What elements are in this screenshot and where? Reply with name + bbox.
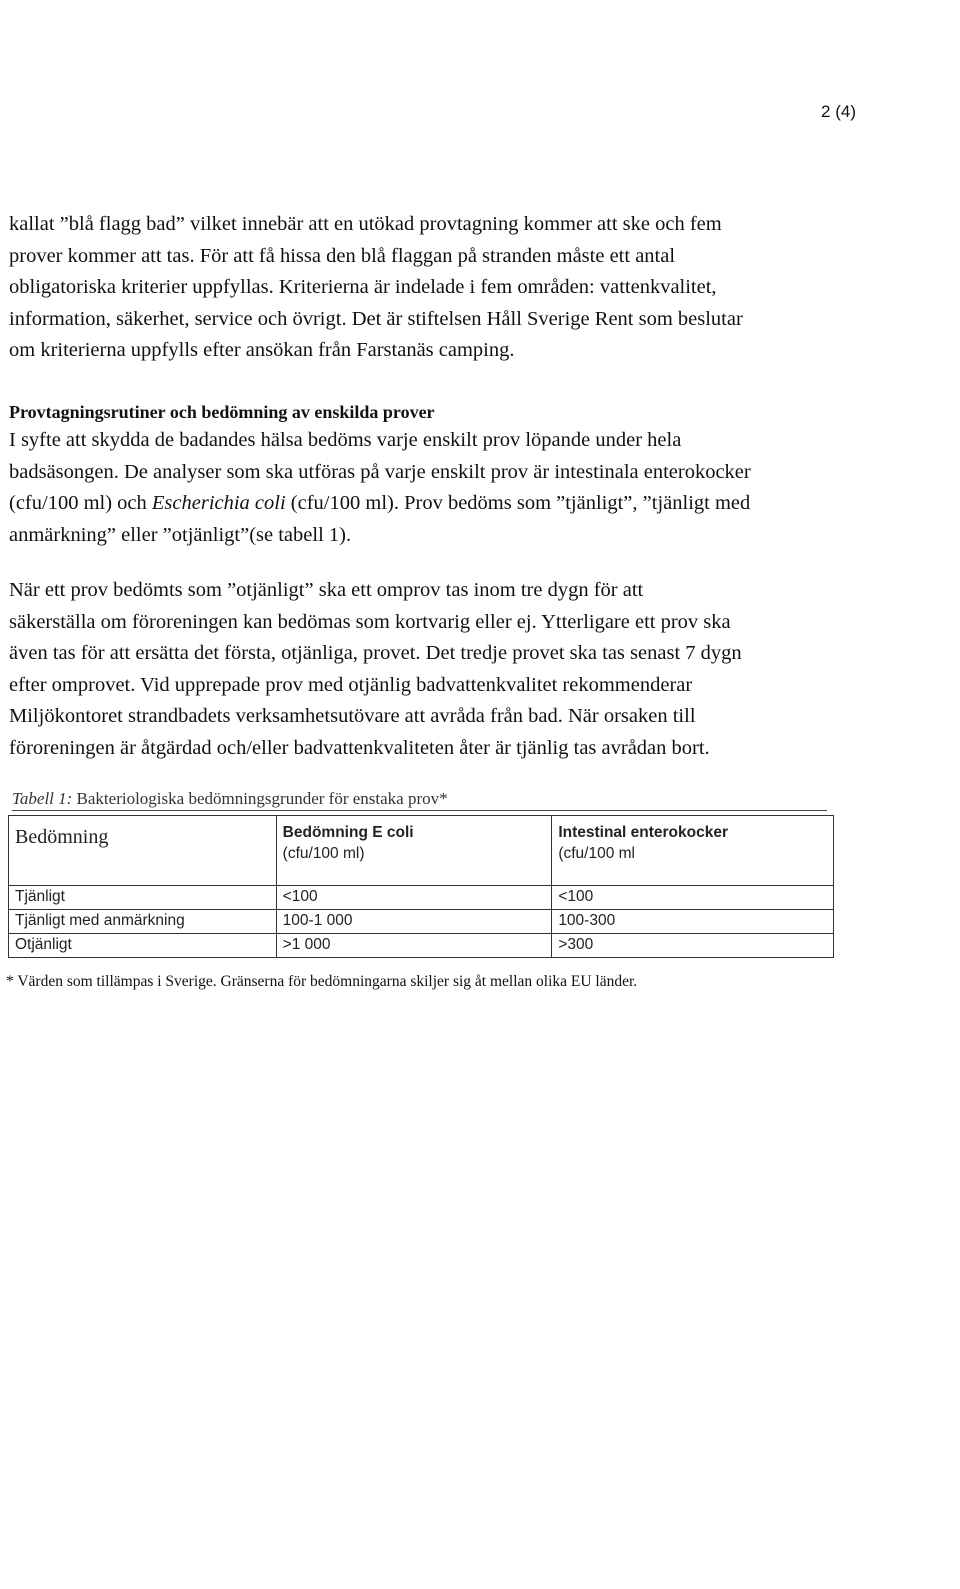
cell-ecoli: <100: [276, 886, 552, 910]
header-enterococci: [552, 816, 834, 886]
text-line: kallat ”blå flagg bad” vilket innebär att en utökad provtagning kommer att ske och fem: [9, 213, 722, 235]
text-line: I syfte att skydda de badandes hälsa bedöms varje enskilt prov löpande under hela: [9, 429, 682, 451]
text-line: information, säkerhet, service och övrigt. Det är stiftelsen Håll Sverige Rent som beslutar: [9, 307, 743, 330]
text-line: anmärkning” eller ”otjänligt”(se tabell 1).: [9, 523, 352, 546]
text-line: Miljökontoret strandbadets verksamhetsutövare att avråda från bad. När orsaken till: [9, 705, 696, 727]
header-ecoli-title: Bedömning E coli: [282, 824, 414, 841]
text-line: om kriterierna uppfylls efter ansökan från Farstanäs camping.: [9, 339, 515, 361]
cell-bedomning: Tjänligt: [9, 886, 277, 910]
table-row: [9, 910, 834, 934]
header-enterococci-unit: (cfu/100 ml: [558, 845, 635, 862]
table-header-row: [9, 816, 834, 886]
text-line: [9, 488, 839, 520]
cell-ecoli: 100-1 000: [276, 910, 552, 934]
cell-bedomning: Tjänligt med anmärkning: [9, 910, 277, 934]
cell-bedomning: Otjänligt: [9, 934, 277, 958]
header-ecoli: [276, 816, 552, 886]
text-fragment: (cfu/100 ml). Prov bedöms som ”tjänligt”, ”tjänligt med: [285, 492, 751, 514]
paragraph-sampling: [9, 425, 839, 551]
paragraph-blue-flag: [9, 209, 839, 367]
cell-entero: 100-300: [552, 910, 834, 934]
page-number: 2 (4): [821, 102, 856, 121]
bacteriological-table: [8, 815, 834, 958]
text-line: prover kommer att tas. För att få hissa den blå flaggan på stranden måste ett antal: [9, 244, 676, 267]
table-caption: [12, 789, 827, 811]
text-line: obligatoriska kriterier uppfyllas. Kriterierna är indelade i fem områden: vattenkvalitet,: [9, 276, 717, 298]
cell-entero: >300: [552, 934, 834, 958]
header-ecoli-unit: (cfu/100 ml): [282, 845, 365, 862]
text-line: säkerställa om föroreningen kan bedömas som kortvarig eller ej. Ytterligare ett prov ska: [9, 610, 731, 633]
text-line: När ett prov bedömts som ”otjänligt” ska ett omprov tas inom tre dygn för att: [9, 579, 644, 601]
text-line: även tas för att ersätta det första, otjänliga, provet. Det tredje provet ska tas senast 7 dygn: [9, 642, 742, 664]
table-caption-label: Tabell 1:: [12, 789, 73, 808]
cell-ecoli: >1 000: [276, 934, 552, 958]
paragraph-resampling: [9, 575, 839, 764]
table-caption-text: Bakteriologiska bedömningsgrunder för enstaka prov*: [72, 789, 448, 808]
table-row: [9, 934, 834, 958]
section-sampling-routines: [9, 401, 839, 551]
text-line: efter omprovet. Vid upprepade prov med otjänlig badvattenkvalitet rekommenderar: [9, 673, 693, 696]
text-line: föroreningen är åtgärdad och/eller badvattenkvaliteten åter är tjänlig tas avrådan bort.: [9, 736, 710, 759]
table-footnote: * Värden som tillämpas i Sverige. Gränserna för bedömningarna skiljer sig åt mellan olika EU länder.: [6, 973, 638, 990]
text-line: badsäsongen. De analyser som ska utföras på varje enskilt prov är intestinala enterokocker: [9, 460, 751, 483]
cell-entero: <100: [552, 886, 834, 910]
table-row: [9, 886, 834, 910]
header-bedomning: Bedömning: [9, 816, 277, 886]
section-heading: Provtagningsrutiner och bedömning av enskilda prover: [9, 402, 435, 422]
header-enterococci-title: Intestinal enterokocker: [558, 824, 729, 841]
species-name: Escherichia coli: [151, 492, 286, 514]
text-fragment: (cfu/100 ml) och: [9, 492, 152, 514]
